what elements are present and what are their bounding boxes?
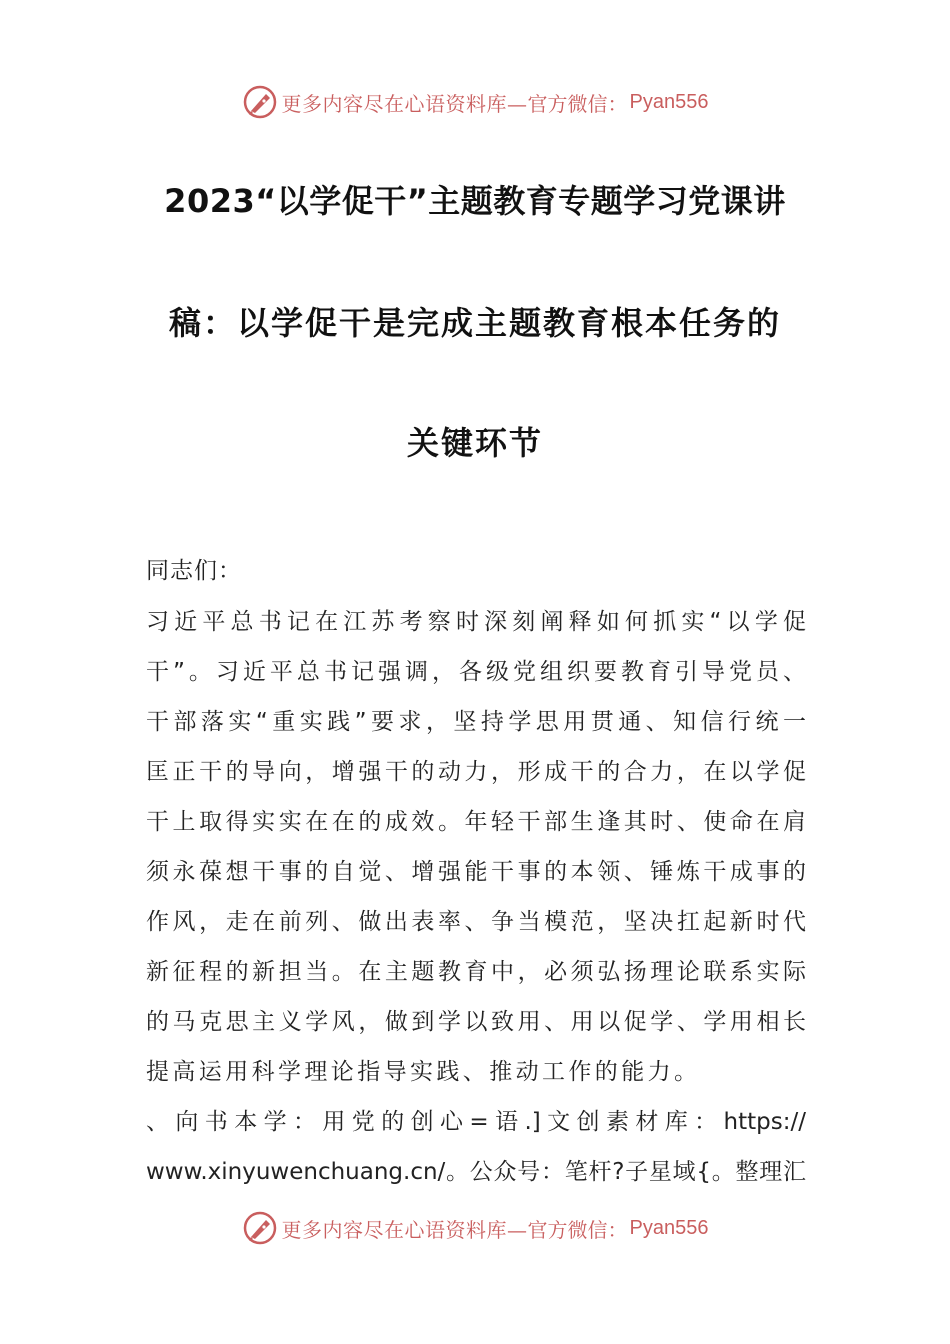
header-watermark xyxy=(0,82,950,122)
body-line: 须永葆想干事的自觉、增强能干事的本领、锤炼干成事的 xyxy=(146,859,806,885)
watermark-text: 更多内容尽在心语资料库— xyxy=(281,1217,528,1242)
body-line: 习近平总书记在江苏考察时深刻阐释如何抓实“以学促 xyxy=(146,609,806,635)
body-line: 干部落实“重实践”要求，坚持学思用贯通、知信行统一 xyxy=(146,709,806,735)
body-line: www.xinyuwenchuang.cn/。公众号：笔杆?子星域{。整理汇 xyxy=(146,1159,806,1185)
body-line: 新征程的新担当。在主题教育中，必须弘扬理论联系实际 xyxy=(146,959,806,985)
pen-nib-logo-icon xyxy=(242,84,278,120)
body-line: 干”。习近平总书记强调，各级党组织要教育引导党员、 xyxy=(146,659,806,685)
footer-watermark xyxy=(0,1208,950,1248)
body-line: 、向书本学：用党的创心=语.]文创素材库：https:// xyxy=(146,1109,806,1135)
document-title-line-2: 稿：以学促干是完成主题教育根本任务的 xyxy=(168,304,781,342)
body-line: 作风，走在前列、做出表率、争当模范，坚决扛起新时代 xyxy=(146,909,806,935)
pen-nib-logo-icon xyxy=(242,1210,278,1246)
body-line: 的马克思主义学风，做到学以致用、用以促学、学用相长 xyxy=(146,1009,806,1035)
watermark-wechat-id: Pyan556 xyxy=(629,90,709,113)
watermark-text: 更多内容尽在心语资料库— xyxy=(281,91,528,116)
body-line: 提高运用科学理论指导实践、推动工作的能力。 xyxy=(146,1059,701,1085)
body-line: 匡正干的导向，增强干的动力，形成干的合力，在以学促 xyxy=(146,759,806,785)
document-title-line-1: 2023“以学促干”主题教育专题学习党课讲 xyxy=(164,182,786,220)
watermark-wechat-label: 官方微信： xyxy=(527,1217,628,1242)
document-title-line-3: 关键环节 xyxy=(406,424,543,462)
watermark-wechat-id: Pyan556 xyxy=(629,1216,709,1239)
watermark-wechat-label: 官方微信： xyxy=(527,91,628,116)
greeting: 同志们： xyxy=(146,558,242,584)
body-line: 干上取得实实在在的成效。年轻干部生逢其时、使命在肩 xyxy=(146,809,806,835)
